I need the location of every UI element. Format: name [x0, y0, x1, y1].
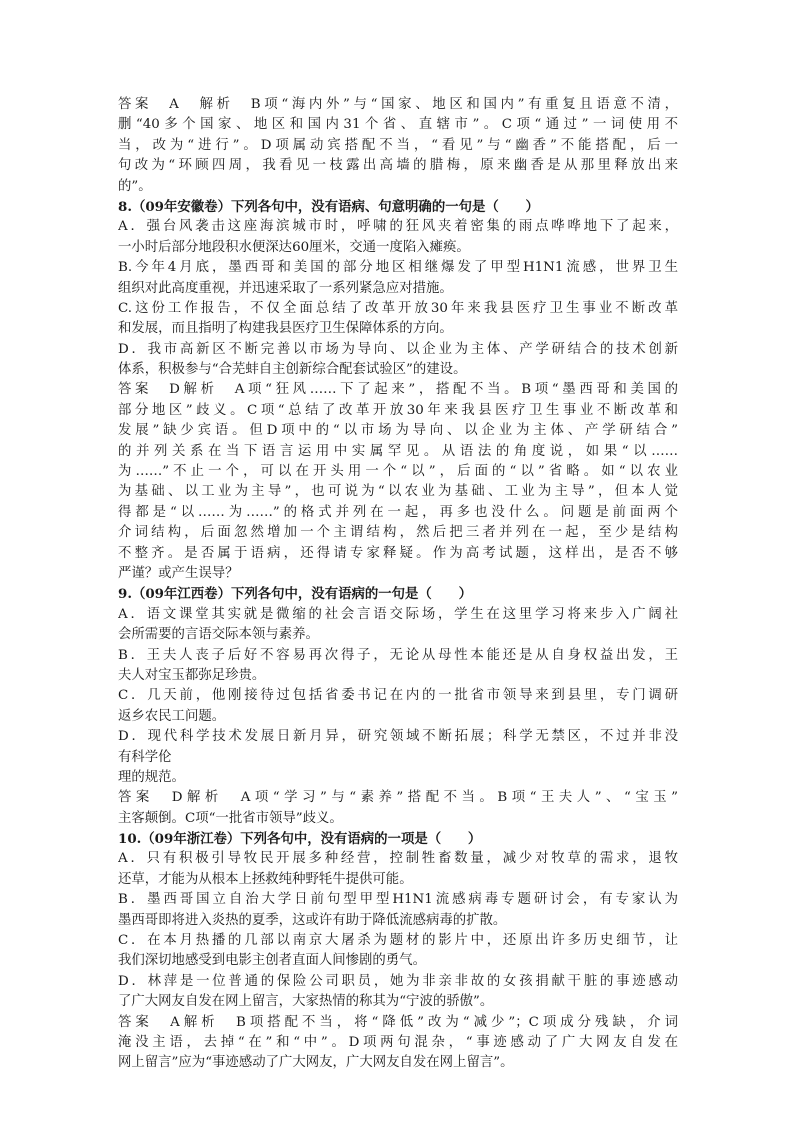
text-line: 会所需要的言语交际本领与素养。 — [118, 627, 319, 643]
text-line: B.今年4月底，墨西哥和美国的部分地区相继爆发了甲型H1N1流感，世界卫生 — [118, 260, 678, 276]
text-line: D．我市高新区不断完善以市场为导向、以企业为主体、产学研结合的技术创新 — [118, 341, 678, 357]
text-line: A．语文课堂其实就是微缩的社会言语交际场，学生在这里学习将来步入广阔社 — [118, 606, 678, 622]
text-line: 部分地区”歧义。C项“总结了改革开放30年来我县医疗卫生事业不断改革和 — [118, 402, 678, 418]
text-line: 了广大网友自发在网上留言，大家热情的称其为“宁波的骄傲”。 — [118, 994, 494, 1010]
text-line: A．强台风袭击这座海滨城市时，呼啸的狂风夹着密集的雨点哗哗地下了起来， — [118, 219, 678, 235]
text-line: 发展”缺少宾语。但D项中的“以市场为导向、以企业为主体、产学研结合” — [118, 423, 678, 439]
text-line: 体系，积极参与“合芜蚌自主创新综合配套试验区”的建设。 — [118, 362, 467, 378]
document-body — [118, 95, 678, 1074]
text-line: 墨西哥即将进入炎热的夏季，这或许有助于降低流感病毒的扩散。 — [118, 912, 507, 928]
text-line: B．王夫人丧子后好不容易再次得子，无论从母性本能还是从自身权益出发，王 — [118, 647, 678, 663]
text-line: C．几天前，他刚接待过包括省委书记在内的一批省市领导来到县里，专门调研 — [118, 688, 678, 704]
text-line: 为基础、以工业为主导”，也可说为“以农业为基础、工业为主导”，但本人觉 — [118, 484, 678, 500]
text-line: 的”。 — [118, 178, 152, 194]
text-line: 答案 D解析 A项“狂风……下了起来”，搭配不当。B项“墨西哥和美国的 — [118, 382, 678, 398]
text-line: 返乡农民工问题。 — [118, 708, 226, 724]
text-line: 主客颠倒。C项“一批省市领导”歧义。 — [118, 810, 343, 826]
text-line: 夫人对宝玉都弥足珍贵。 — [118, 667, 266, 683]
question-heading: 8.（09年安徽卷）下列各句中，没有语病、句意明确的一句是（ ） — [118, 198, 539, 215]
text-line: 严谨？或产生误导？ — [118, 565, 239, 581]
text-line: 网上留言”应为“事迹感动了广大网友，广大网友自发在网上留言”。 — [118, 1055, 514, 1071]
text-line: 删“40多个国家、地区和国内31个省、直辖市”。C项“通过”一词使用不 — [118, 117, 678, 133]
text-line: C.这份工作报告，不仅全面总结了改革开放30年来我县医疗卫生事业不断改革 — [118, 300, 678, 316]
text-line: 我们深切地感受到电影主创者直面人间惨剧的勇气。 — [118, 953, 426, 969]
text-line: 一小时后部分地段积水便深达60厘米，交通一度陷入瘫痪。 — [118, 239, 470, 255]
text-line: 的并列关系在当下语言运用中实属罕见。从语法的角度说，如果“以…… — [118, 443, 678, 459]
text-line: 还草，才能为从根本上拯救纯种野牦牛提供可能。 — [118, 871, 413, 887]
text-line: A．只有积极引导牧民开展多种经营，控制牲畜数量，减少对牧草的需求，退牧 — [118, 851, 678, 867]
text-line: 淹没主语，去掉“在”和“中”。D项两句混杂，“事迹感动了广大网友自发在 — [118, 1034, 678, 1050]
text-line: 答案 D解析 A项“学习”与“素养”搭配不当。B项“王夫人”、“宝玉” — [118, 790, 678, 806]
text-line: 不整齐。是否属于语病，还得请专家释疑。作为高考试题，这样出，是否不够 — [118, 545, 678, 561]
text-line: 和发展，而且指明了构建我县医疗卫生保障体系的方向。 — [118, 321, 453, 337]
text-line: 介词结构，后面忽然增加一个主谓结构，然后把三者并列在一起，至少是结构 — [118, 525, 678, 541]
text-line: 答案 A解析 B项搭配不当，将“降低”改为“减少”；C项成分残缺，介词 — [118, 1014, 678, 1030]
text-line: 理的规范。 — [118, 769, 185, 785]
question-heading: 10.（09年浙江卷）下列各句中，没有语病的一项是（ ） — [118, 831, 482, 848]
question-heading: 9.（09年江西卷）下列各句中，没有语病的一句是（ ） — [118, 586, 472, 603]
text-line: 句改为“环顾四周，我看见一枝露出高墙的腊梅，原来幽香是从那里释放出来 — [118, 158, 678, 174]
text-line: D．现代科学技术发展日新月异，研究领域不断拓展；科学无禁区，不过并非没 — [118, 729, 678, 745]
text-line: 组织对此高度重视，并迅速采取了一系列紧急应对措施。 — [118, 280, 453, 296]
text-line: 得都是“以……为……”的格式并列在一起，再多也没什么。问题是前面两个 — [118, 504, 678, 520]
text-line: 答案 A 解析 B项“海内外”与“国家、地区和国内”有重复且语意不清， — [118, 97, 678, 112]
text-line: C．在本月热播的几部以南京大屠杀为题材的影片中，还原出许多历史细节，让 — [118, 933, 678, 949]
text-line: 为……”不止一个，可以在开头用一个“以”，后面的“以”省略。如“以农业 — [118, 464, 678, 480]
text-line: B．墨西哥国立自治大学日前句型甲型H1N1流感病毒专题研讨会，有专家认为 — [118, 892, 678, 908]
text-line: 有科学伦 — [118, 749, 172, 765]
text-line: 当，改为“进行”。D项属动宾搭配不当，“看见”与“幽香”不能搭配，后一 — [118, 137, 678, 153]
text-line: D．林萍是一位普通的保险公司职员，她为非亲非故的女孩捐献干脏的事迹感动 — [118, 973, 678, 989]
